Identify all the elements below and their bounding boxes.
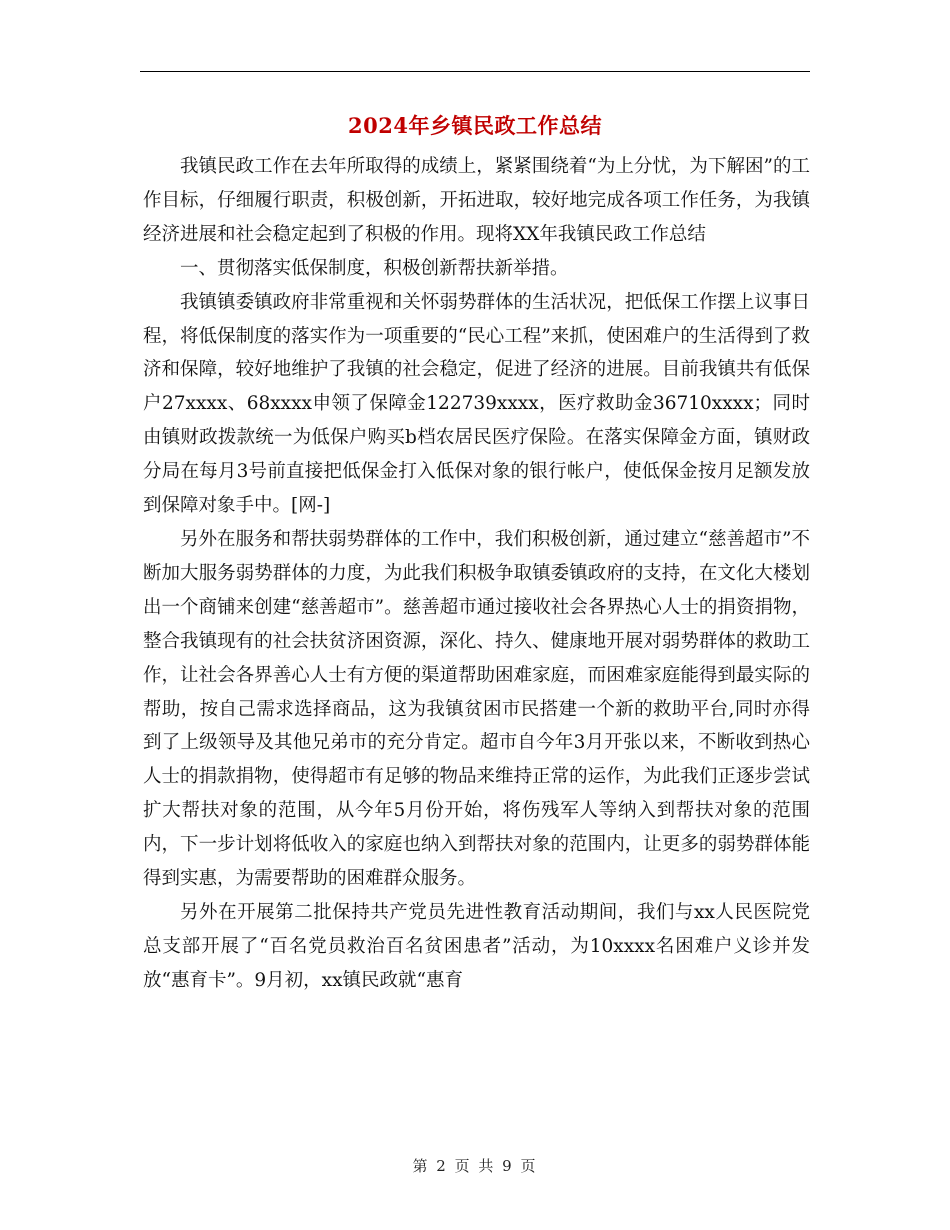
- section-heading-1: 一、贯彻落实低保制度，积极创新帮扶新举措。: [180, 257, 569, 279]
- document-body: [143, 150, 810, 998]
- paragraph-charity-market: 另外在服务和帮扶弱势群体的工作中，我们积极创新，通过建立“慈善超市”不断加大服务弱势群体的力度，为此我们积极争取镇委镇政府的支持，在文化大楼划出一个商铺来创建“慈善超市”。慈善超市通过接收社会各界热心人士的捐资捐物，整合我镇现有的社会扶贫济困资源，深化、持久、健康地开展对弱势群体的救助工作，让社会各界善心人士有方便的渠道帮助困难家庭，而困难家庭能得到最实际的帮助，按自己需求选择商品，这为我镇贫困市民搭建一个新的救助平台,同时亦得到了上级领导及其他兄弟市的充分肯定。超市自今年3月开张以来，不断收到热心人士的捐款捐物，使得超市有足够的物品来维持正常的运作，为此我们正逐步尝试扩大帮扶对象的范围，从今年5月份开始，将伤残军人等纳入到帮扶对象的范围内，下一步计划将低收入的家庭也纳入到帮扶对象的范围内，让更多的弱势群体能得到实惠，为需要帮助的困难群众服务。: [143, 528, 810, 890]
- document-title: 2024年乡镇民政工作总结: [348, 113, 602, 138]
- page-number: 第 2 页 共 9 页: [412, 1157, 538, 1175]
- paragraph-intro: 我镇民政工作在去年所取得的成绩上，紧紧围绕着“为上分忧，为下解困”的工作目标，仔细履行职责，积极创新，开拓进取，较好地完成各项工作任务，为我镇经济进展和社会稳定起到了积极的作用。现将XX年我镇民政工作总结: [143, 156, 810, 245]
- paragraph-party-activity: 另外在开展第二批保持共产党员先进性教育活动期间，我们与xx人民医院党总支部开展了“百名党员救治百名贫困患者”活动，为10xxxx名困难户义诊并发放“惠育卡”。9月初，xx镇民政就“惠育: [143, 901, 810, 991]
- paragraph-low-income: 我镇镇委镇政府非常重视和关怀弱势群体的生活状况，把低保工作摆上议事日程，将低保制度的落实作为一项重要的“民心工程”来抓，使困难户的生活得到了救济和保障，较好地维护了我镇的社会稳定，促进了经济的进展。目前我镇共有低保户27xxxx、68xxxx申领了保障金122739xxxx，医疗救助金36710xxxx；同时由镇财政拨款统一为低保户购买b档农居民医疗保险。在落实保障金方面，镇财政分局在每月3号前直接把低保金打入低保对象的银行帐户，使低保金按月足额发放到保障对象手中。[网-]: [143, 291, 810, 517]
- page-footer: [0, 1155, 950, 1176]
- header-rule: [140, 71, 810, 72]
